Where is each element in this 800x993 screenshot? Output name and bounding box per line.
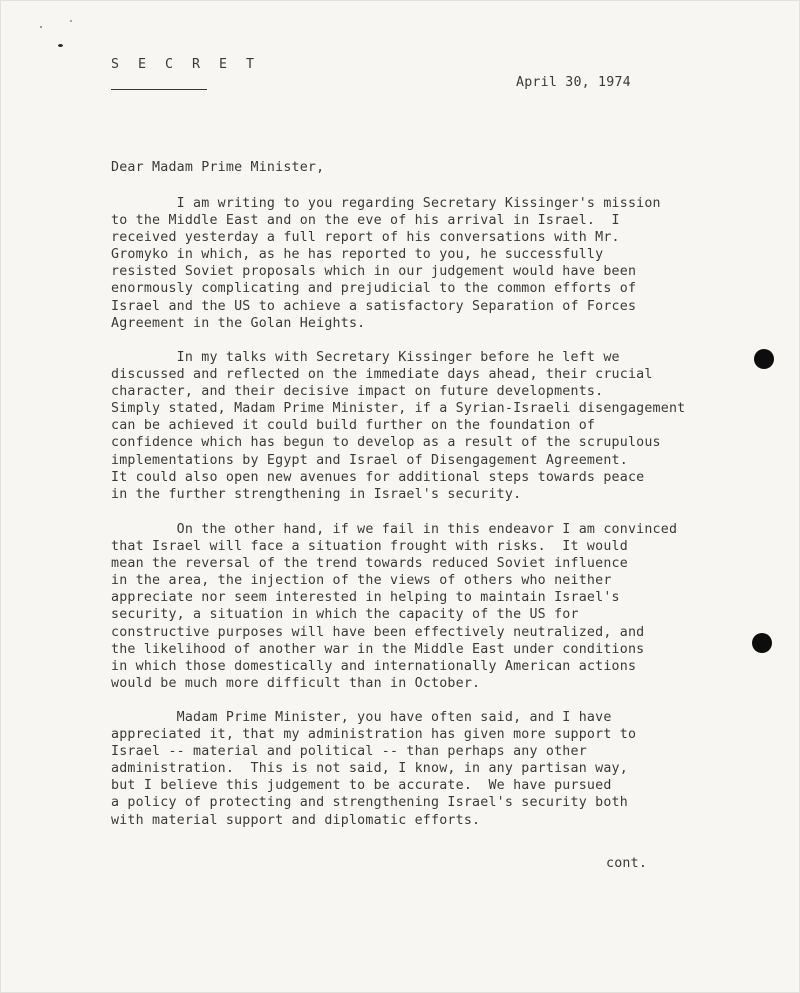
text-line: implementations by Egypt and Israel of Disengagement Agreement. (111, 452, 628, 468)
punch-hole-lower (752, 633, 772, 653)
paper-speck (70, 20, 72, 22)
text-line: enormously complicating and prejudicial to the common efforts of (111, 281, 637, 297)
text-line: On the other hand, if we fail in this endeavor I am convinced (111, 522, 678, 537)
text-line: character, and their decisive impact on future developments. (111, 384, 604, 400)
text-line: confidence which has begun to develop as a result of the scrupulous (111, 435, 661, 451)
text-line: mean the reversal of the trend towards reduced Soviet influence (111, 556, 628, 572)
text-line: resisted Soviet proposals which in our judgement would have been (111, 264, 637, 280)
text-line: the likelihood of another war in the Middle East under conditions (111, 641, 645, 657)
text-line: in the further strengthening in Israel's security. (111, 486, 522, 502)
text-line: Israel -- material and political -- than perhaps any other (111, 744, 587, 760)
classification-marking: S E C R E T (111, 57, 260, 72)
salutation: Dear Madam Prime Minister, (111, 160, 325, 175)
text-line: in which those domestically and internationally American actions (111, 658, 637, 674)
text-line: a policy of protecting and strengthening Israel's security both (111, 795, 628, 811)
paragraph-4 (111, 709, 636, 829)
text-line: appreciate nor seem interested in helping to maintain Israel's (111, 590, 620, 606)
paper-speck (58, 44, 63, 47)
continuation-marker: cont. (606, 856, 648, 871)
text-line: Israel and the US to achieve a satisfactory Separation of Forces (111, 298, 637, 314)
paper-speck (40, 26, 42, 28)
letter-date: April 30, 1974 (516, 75, 631, 90)
paragraph-1 (111, 195, 661, 332)
text-line: appreciated it, that my administration has given more support to (111, 727, 637, 743)
text-line: would be much more difficult than in October. (111, 675, 481, 691)
punch-hole-upper (754, 349, 774, 369)
paragraph-2 (111, 349, 685, 503)
text-line: but I believe this judgement to be accurate. We have pursued (111, 778, 612, 794)
text-line: received yesterday a full report of his conversations with Mr. (111, 230, 620, 246)
classification-underline (111, 89, 207, 90)
text-line: administration. This is not said, I know, in any partisan way, (111, 761, 628, 777)
text-line: constructive purposes will have been effectively neutralized, and (111, 624, 645, 640)
text-line: Gromyko in which, as he has reported to you, he successfully (111, 247, 604, 263)
text-line: Simply stated, Madam Prime Minister, if a Syrian-Israeli disengagement (111, 401, 686, 417)
text-line: discussed and reflected on the immediate days ahead, their crucial (111, 367, 653, 383)
text-line: Madam Prime Minister, you have often said, and I have (111, 710, 612, 725)
text-line: to the Middle East and on the eve of his arrival in Israel. I (111, 213, 620, 229)
text-line: In my talks with Secretary Kissinger before he left we (111, 350, 620, 365)
text-line: with material support and diplomatic efforts. (111, 812, 481, 828)
text-line: in the area, the injection of the views of others who neither (111, 573, 612, 589)
text-line: It could also open new avenues for additional steps towards peace (111, 469, 645, 485)
text-line: security, a situation in which the capacity of the US for (111, 607, 579, 623)
text-line: can be achieved it could build further on the foundation of (111, 418, 596, 434)
text-line: Agreement in the Golan Heights. (111, 315, 366, 331)
paragraph-3 (111, 521, 677, 692)
text-line: that Israel will face a situation frought with risks. It would (111, 539, 628, 555)
text-line: I am writing to you regarding Secretary Kissinger's mission (111, 196, 661, 211)
